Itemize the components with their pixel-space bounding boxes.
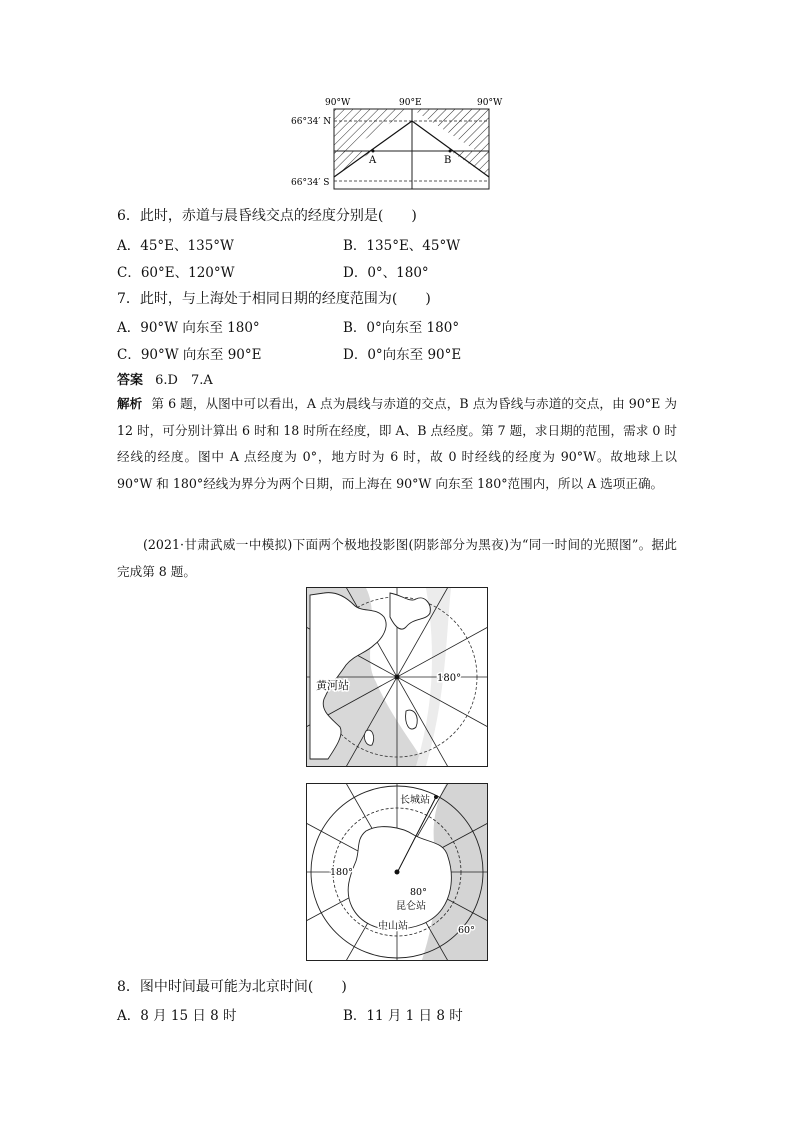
q7-option-a: A．90°W 向东至 180° [117, 320, 260, 336]
q6-option-a: A．45°E、135°W [117, 238, 234, 254]
south-lon180-label: 180° [330, 867, 353, 878]
q7-option-c: C．90°W 向东至 90°E [117, 347, 262, 363]
q8-option-a: A．8 月 15 日 8 时 [117, 1008, 237, 1024]
daylight-rect-diagram [285, 92, 510, 194]
lon-label-mid: 90°E [399, 98, 422, 108]
q7-option-b: B．0°向东至 180° [343, 320, 460, 336]
point-a-label: A [369, 155, 377, 166]
q6-option-d: D．0°、180° [343, 265, 429, 281]
explanation-label: 解析 [117, 396, 143, 411]
answer-line [117, 369, 213, 388]
q7-option-d: D．0°向东至 90°E [343, 347, 462, 363]
south-lat80-label: 80° [410, 887, 427, 898]
north-polar-map [306, 587, 488, 767]
question-6-stem: 6．此时，赤道与晨昏线交点的经度分别是( ) [117, 208, 417, 224]
south-changcheng-label: 长城站 [400, 795, 430, 806]
south-polar-map [306, 783, 488, 961]
south-zhongshan-label: 中山站 [378, 921, 408, 932]
q6-option-b: B．135°E、45°W [343, 238, 461, 254]
answer-text: 6.D 7.A [155, 373, 213, 388]
lat-label-north: 66°34′ N [291, 117, 332, 127]
south-lat60-label: 60° [458, 925, 475, 936]
north-station-label: 黄河站 [316, 679, 349, 692]
answer-label: 答案 [117, 373, 144, 388]
lat-label-south: 66°34′ S [291, 178, 330, 188]
lon-label-right: 90°W [477, 98, 503, 108]
explanation-text: 第 6 题，从图中可以看出，A 点为晨线与赤道的交点，B 点为昏线与赤道的交点，由 90°E 为 12 时，可分别计算出 6 时和 18 时所在经度，即 A、B 点经度。第 7 题，求日期的范围，需求 0 时经线的经度。图中 A 点经度为 0°，地方时为 6 时，故 0 时经线的经度为 90°W。故地球上以 90°W 和 180°经线为界分为两个日期，而上海在 90°W 向东至 180°范围内，所以 A 选项正确。 [117, 396, 677, 491]
south-kunlun-label: 昆仑站 [396, 901, 426, 912]
q6-option-c: C．60°E、120°W [117, 265, 235, 281]
q8-option-b: B．11 月 1 日 8 时 [343, 1008, 463, 1024]
question-8-intro: (2021·甘肃武威一中模拟)下面两个极地投影图(阴影部分为黑夜)为“同一时间的光照图”。据此完成第 8 题。 [117, 537, 677, 579]
point-b-label: B [444, 155, 452, 166]
question-7-stem: 7．此时，与上海处于相同日期的经度范围为( ) [117, 291, 431, 307]
explanation [117, 391, 677, 497]
question-8-stem: 8．图中时间最可能为北京时间( ) [117, 979, 347, 995]
north-lon-label: 180° [437, 673, 462, 684]
lon-label-left: 90°W [325, 98, 351, 108]
